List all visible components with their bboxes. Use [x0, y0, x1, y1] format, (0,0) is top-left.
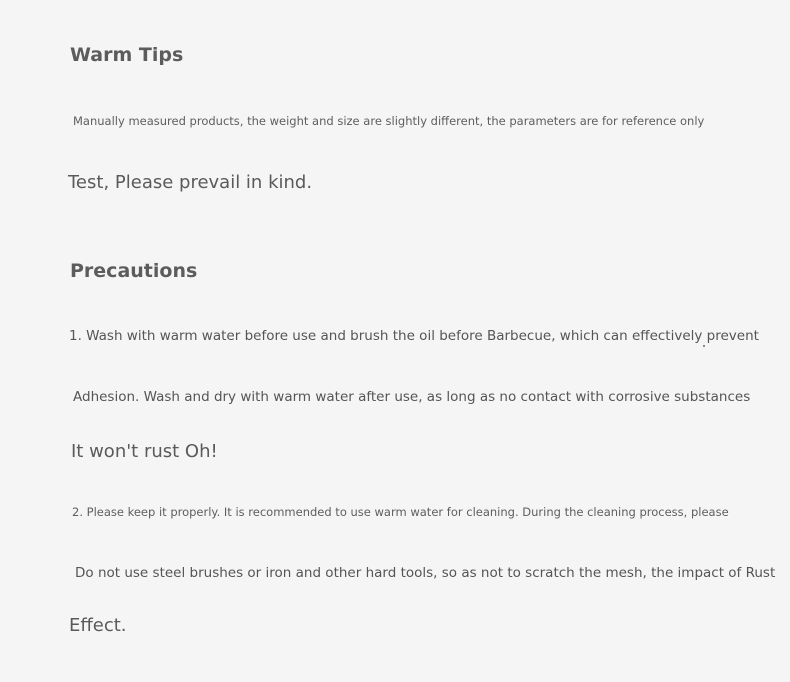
precaution-1-line-2: Adhesion. Wash and dry with warm water after use, as long as no contact with corrosive substances	[73, 389, 751, 405]
precaution-1-line-3: It won't rust Oh!	[71, 441, 218, 462]
precautions-title: Precautions	[70, 260, 198, 282]
precaution-2-line-3: Effect.	[69, 615, 127, 636]
precaution-2-line-1: 2. Please keep it properly. It is recommended to use warm water for cleaning. During the cleaning process, please	[72, 505, 729, 519]
warm-tips-title: Warm Tips	[70, 44, 184, 66]
precaution-1-line-1: 1. Wash with warm water before use and brush the oil before Barbecue, which can effectively prevent	[69, 328, 759, 344]
measurement-note: Manually measured products, the weight and size are slightly different, the parameters are for reference only	[73, 114, 705, 128]
stray-dot	[703, 345, 705, 347]
test-line: Test, Please prevail in kind.	[68, 172, 313, 193]
precaution-2-line-2: Do not use steel brushes or iron and other hard tools, so as not to scratch the mesh, the impact of Rust	[75, 565, 776, 581]
